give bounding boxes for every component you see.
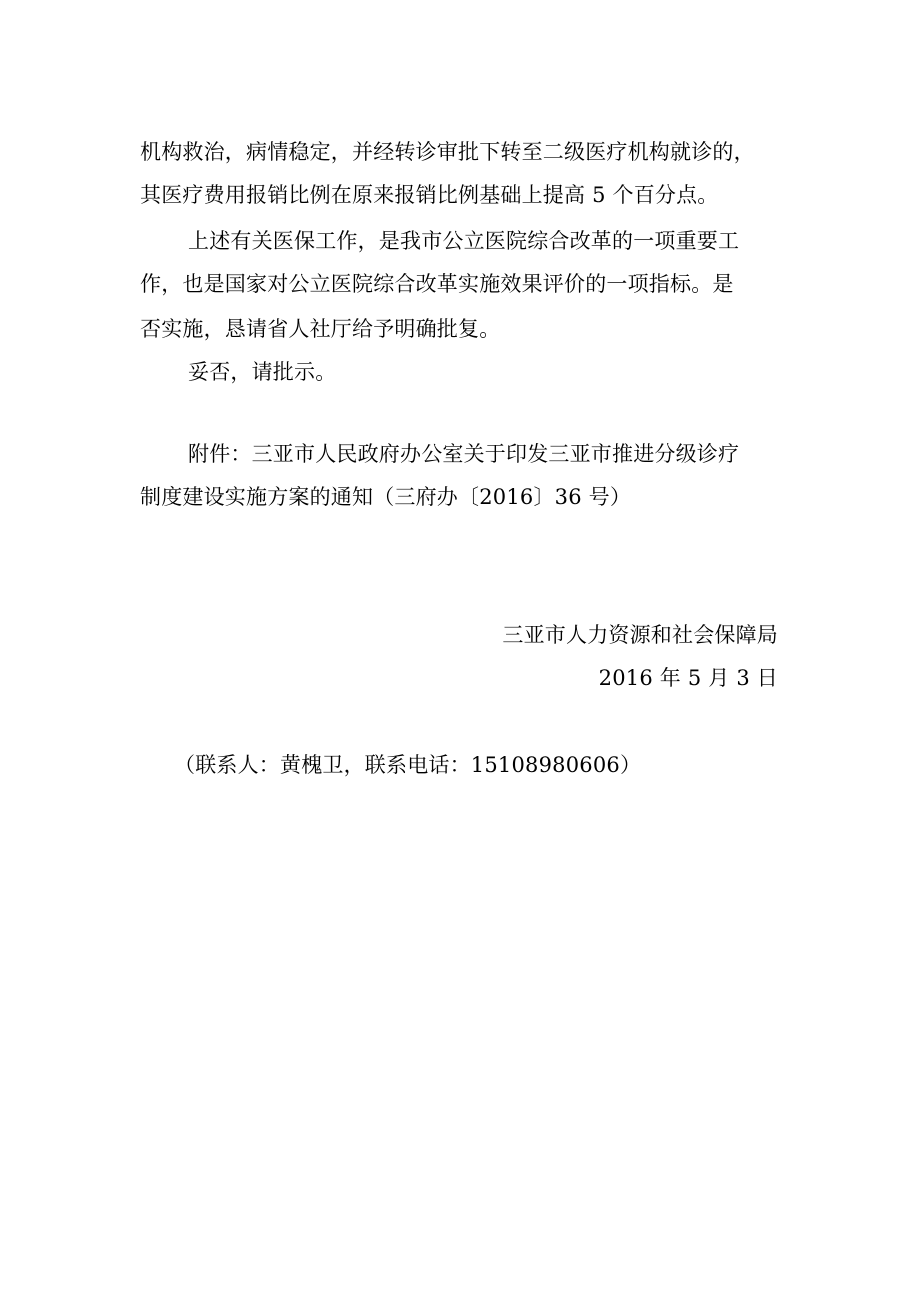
paragraph1-line2: 其医疗费用报销比例在原来报销比例基础上提高 5 个百分点。 (140, 183, 719, 207)
attachment-line1: 附件：三亚市人民政府办公室关于印发三亚市推进分级诊疗 (188, 442, 740, 466)
contact-info: （联系人：黄槐卫，联系电话：15108980606） (174, 753, 642, 777)
paragraph2-line1: 上述有关医保工作，是我市公立医院综合改革的一项重要工 (188, 229, 740, 253)
attachment-line2: 制度建设实施方案的通知（三府办〔2016〕36 号） (140, 485, 632, 509)
signature-date: 2016 年 5 月 3 日 (598, 666, 778, 690)
paragraph1-line1: 机构救治，病情稳定，并经转诊审批下转至二级医疗机构就诊的， (140, 140, 755, 164)
paragraph2-line2: 作，也是国家对公立医院综合改革实施效果评价的一项指标。是 (140, 272, 734, 296)
signature-organization: 三亚市人力资源和社会保障局 (502, 623, 778, 647)
request-line: 妥否，请批示。 (188, 360, 337, 384)
paragraph2-line3: 否实施，恳请省人社厅给予明确批复。 (140, 317, 501, 341)
